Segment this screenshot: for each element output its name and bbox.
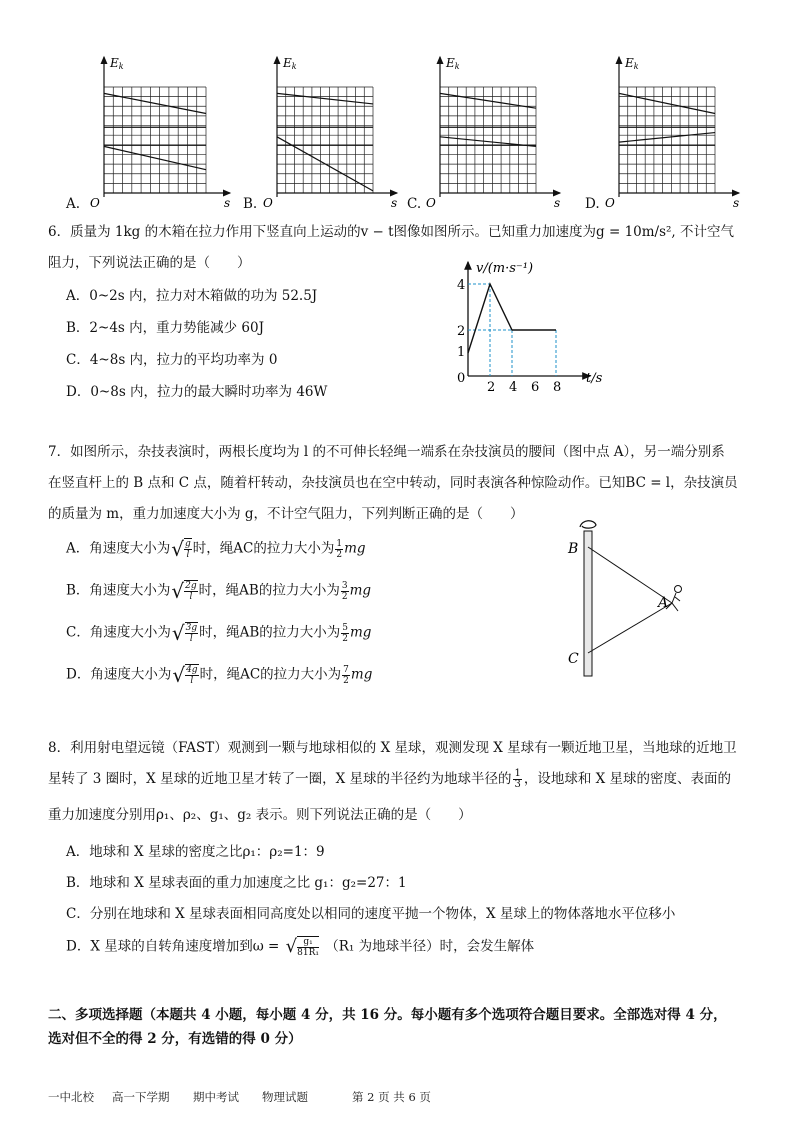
ek-graph-b — [263, 56, 397, 210]
q7-rotation-arrow — [580, 521, 596, 528]
ek-option-b: B. — [243, 196, 258, 212]
ek-graph-a-x-label: s — [224, 196, 231, 210]
q7-option-c: C．角速度大小为√ $\frac{3g}{l}$ 时，绳AB的拉力大小为 $\frac{5}{2}$ mg — [66, 621, 372, 645]
ek-graph-b-y-label: Ek — [283, 56, 297, 71]
q7-stem-line3: 的质量为 m，重力加速度大小为 g，不计空气阻力，下列判断正确的是（ ） — [48, 506, 524, 522]
q7-option-a-sqrt: √ $\frac{g}{l}$ — [171, 537, 191, 561]
q7-option-b-fraction: $\frac{3}{2}$ — [341, 580, 348, 602]
q6-y-axis-label: v/(m·s⁻¹) — [476, 261, 534, 276]
q8-option-a: A．地球和 X 星球的密度之比ρ₁：ρ₂=1：9 — [66, 844, 325, 860]
q7-option-b: B．角速度大小为√ $\frac{2g}{l}$ 时，绳AB的拉力大小为 $\frac{3}{2}$ mg — [66, 579, 372, 603]
q7-option-a-fraction: $\frac{1}{2}$ — [336, 538, 343, 560]
q6-option-b: B．2~4s 内，重力势能减少 60J — [66, 320, 265, 336]
ek-graph-a — [90, 56, 230, 210]
q7-label-a: A — [658, 595, 669, 611]
footer-grade: 高一下学期 — [112, 1090, 170, 1104]
ek-graph-c-origin: O — [426, 196, 436, 210]
ek-graph-d-x-label: s — [733, 196, 740, 210]
q7-option-c-sqrt: √ $\frac{3g}{l}$ — [171, 621, 198, 645]
ek-graph-b-x-label: s — [391, 196, 398, 210]
ek-graph-a-line-2 — [104, 146, 206, 169]
q7-stem-line2: 在竖直杆上的 B 点和 C 点，随着杆转动，杂技演员也在空中转动，同时表演各种惊险动作。已知BC = l，杂技演员 — [48, 475, 738, 491]
q6-y-tick-4: 4 — [457, 278, 466, 293]
q6-origin-label: 0 — [457, 371, 466, 386]
q6-x-tick-2: 2 — [487, 380, 496, 395]
q7-option-b-sqrt: √ $\frac{2g}{l}$ — [171, 579, 197, 603]
q6-stem-line1: 6．质量为 1kg 的木箱在拉力作用下竖直向上运动的v − t图像如图所示。已知重力加速度为g = 10m/s², 不计空气 — [48, 224, 735, 240]
q6-y-tick-1: 1 — [457, 345, 466, 360]
q8-optd-post: （R₁ 为地球半径）时，会发生解体 — [325, 938, 535, 955]
q6-option-a: A．0~2s 内，拉力对木箱做的功为 52.5J — [66, 288, 318, 304]
q8-line2-post: ，设地球和 X 星球的密度、表面的 — [523, 771, 732, 787]
footer-page: 第 2 页 共 6 页 — [352, 1090, 431, 1104]
q7-performer-head — [675, 586, 682, 593]
section2-heading-line1: 二、多项选择题（本题共 4 小题，每小题 4 分，共 16 分。每小题有多个选项符合题目要求。全部选对得 4 分， — [48, 1007, 727, 1023]
footer-exam: 期中考试 — [193, 1090, 239, 1104]
q8-optd-sqrt: √ $\frac{\text{g₁}}{\text{81R₁}}$ — [285, 936, 319, 958]
q7-label-b: B — [568, 541, 579, 557]
q8-option-d — [66, 936, 534, 958]
ek-graph-d-y-label: Ek — [625, 56, 639, 71]
q7-label-c: C — [568, 651, 579, 667]
q7-option-d: D．角速度大小为√ $\frac{4g}{l}$ 时，绳AC的拉力大小为 $\frac{7}{2}$ mg — [66, 663, 373, 687]
ek-graph-c-x-label: s — [554, 196, 561, 210]
q6-stem-line2: 阻力，下列说法正确的是（ ） — [48, 255, 251, 271]
q8-option-b: B．地球和 X 星球表面的重力加速度之比 g₁：g₂=27：1 — [66, 875, 407, 891]
ek-option-d: D. — [585, 196, 600, 212]
ek-graph-b-origin: O — [263, 196, 273, 210]
q7-option-a: A．角速度大小为√ $\frac{g}{l}$ 时，绳AC的拉力大小为 $\frac{1}{2}$ mg — [66, 537, 366, 561]
q6-x-axis-label: t/s — [586, 371, 603, 386]
ek-graph-c-y-label: Ek — [446, 56, 460, 71]
ek-graph-b-line-1 — [277, 93, 373, 104]
q8-stem-line2 — [48, 769, 731, 790]
q8-stem-line1: 8．利用射电望远镜（FAST）观测到一颗与地球相似的 X 星球，观测发现 X 星球有一颗近地卫星，当地球的近地卫 — [48, 740, 737, 756]
q6-x-tick-4: 4 — [509, 380, 518, 395]
q6-option-d: D．0~8s 内，拉力的最大瞬时功率为 46W — [66, 384, 328, 400]
q7-stem-line1: 7．如图所示，杂技表演时，两根长度均为 l 的不可伸长轻绳一端系在杂技演员的腰间（图中点 A），另一端分别系 — [48, 444, 725, 460]
q6-x-tick-6: 6 — [531, 380, 540, 395]
ek-graph-d — [605, 56, 739, 210]
ek-option-a: A. — [66, 196, 81, 212]
q6-option-c: C．4~8s 内，拉力的平均功率为 0 — [66, 352, 278, 368]
q6-y-tick-2: 2 — [457, 324, 466, 339]
q6-x-tick-8: 8 — [553, 380, 562, 395]
q7-option-c-fraction: $\frac{5}{2}$ — [342, 622, 348, 644]
ek-option-c: C. — [407, 196, 422, 212]
ek-graph-c — [426, 56, 560, 210]
q8-optd-pre: D．X 星球的自转角速度增加到ω = — [66, 938, 280, 955]
q7-option-d-fraction: $\frac{7}{2}$ — [343, 664, 349, 686]
footer-subject: 物理试题 — [262, 1090, 308, 1104]
q8-option-c: C．分别在地球和 X 星球表面相同高度处以相同的速度平抛一个物体，X 星球上的物体落地水平位移小 — [66, 906, 676, 922]
q8-line2-text: 星转了 3 圈时，X 星球的近地卫星才转了一圈，X 星球的半径约为地球半径的 — [48, 771, 512, 787]
ek-graphs-row — [0, 45, 800, 220]
section2-heading-line2: 选对但不全的得 2 分，有选错的得 0 分） — [48, 1031, 302, 1047]
q8-stem-line3: 重力加速度分别用ρ₁、ρ₂、g₁、g₂ 表示。则下列说法正确的是（ ） — [48, 807, 472, 823]
footer-school: 一中北校 — [48, 1090, 94, 1104]
q8-radius-fraction: $\frac{1}{3}$ — [514, 768, 521, 790]
ek-graph-d-line-2 — [619, 133, 715, 143]
ek-graph-a-y-label: Ek — [110, 56, 124, 71]
q7-figure — [560, 515, 710, 690]
ek-graph-a-origin: O — [90, 196, 100, 210]
q7-vertical-pole — [584, 531, 592, 676]
q7-option-d-sqrt: √ $\frac{4g}{l}$ — [172, 663, 198, 687]
q6-vt-graph — [440, 252, 610, 402]
ek-graph-d-origin: O — [605, 196, 615, 210]
